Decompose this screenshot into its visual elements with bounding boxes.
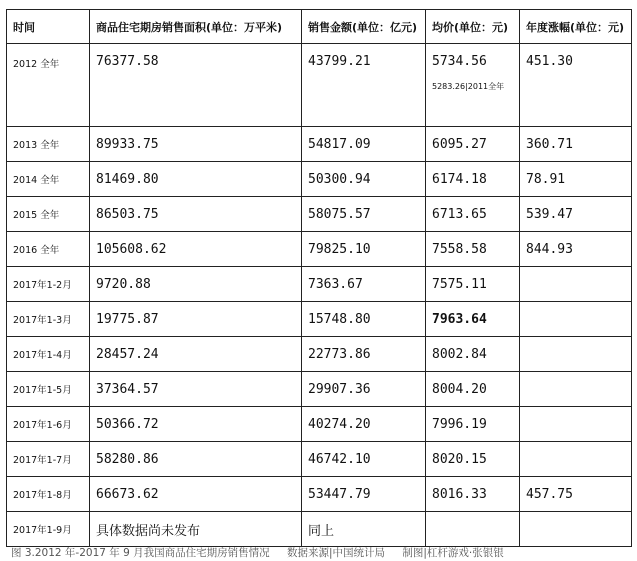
cell-amount-value: 54817.09 — [308, 136, 371, 152]
cell-price-value: 8016.33 — [432, 486, 487, 502]
cell-period-value: 2017年1-3月 — [13, 315, 72, 326]
cell-amount-value: 22773.86 — [308, 346, 371, 362]
caption-credit: 制图|杠杆游戏·张银银 — [402, 547, 504, 559]
cell-period-value: 2012 全年 — [13, 59, 60, 70]
cell-price — [426, 512, 520, 547]
cell-period — [7, 337, 90, 372]
cell-area-value: 66673.62 — [96, 486, 159, 502]
table-row — [7, 442, 632, 477]
cell-price — [426, 337, 520, 372]
cell-period-value: 2017年1-8月 — [13, 490, 72, 501]
cell-period-value: 2015 全年 — [13, 210, 60, 221]
cell-period-value: 2017年1-5月 — [13, 385, 72, 396]
cell-growth — [520, 442, 632, 477]
table-row — [7, 302, 632, 337]
table-row — [7, 407, 632, 442]
cell-growth-value: 451.30 — [526, 54, 573, 69]
cell-area-value: 81469.80 — [96, 171, 159, 187]
cell-amount — [302, 442, 426, 477]
cell-price — [426, 162, 520, 197]
cell-period — [7, 477, 90, 512]
cell-growth — [520, 44, 632, 127]
table-row — [7, 512, 632, 547]
cell-area — [90, 477, 302, 512]
cell-price — [426, 127, 520, 162]
cell-period — [7, 407, 90, 442]
cell-amount — [302, 372, 426, 407]
cell-area — [90, 44, 302, 127]
cell-growth — [520, 512, 632, 547]
cell-amount-value: 15748.80 — [308, 311, 371, 327]
cell-area-value: 19775.87 — [96, 311, 159, 327]
table-row — [7, 477, 632, 512]
cell-price-value: 7558.58 — [432, 241, 487, 257]
cell-amount-value: 29907.36 — [308, 381, 371, 397]
cell-growth — [520, 197, 632, 232]
cell-area — [90, 512, 302, 547]
cell-area — [90, 162, 302, 197]
cell-area — [90, 337, 302, 372]
cell-growth-value: 539.47 — [526, 206, 573, 222]
cell-area — [90, 267, 302, 302]
cell-growth-value: 78.91 — [526, 171, 566, 187]
cell-area — [90, 407, 302, 442]
cell-growth — [520, 407, 632, 442]
cell-growth — [520, 127, 632, 162]
cell-area-value: 28457.24 — [96, 346, 159, 362]
table-row — [7, 232, 632, 267]
cell-price-value: 6095.27 — [432, 136, 487, 152]
cell-growth-value: 844.93 — [526, 241, 573, 257]
cell-period-value: 2017年1-9月 — [13, 525, 72, 536]
cell-area-value: 105608.62 — [96, 241, 167, 257]
cell-area — [90, 442, 302, 477]
cell-amount — [302, 232, 426, 267]
cell-period-value: 2017年1-6月 — [13, 420, 72, 431]
cell-area-value: 58280.86 — [96, 451, 159, 467]
cell-price-value: 7575.11 — [432, 276, 487, 292]
cell-area-value: 76377.58 — [96, 54, 159, 69]
table-row — [7, 162, 632, 197]
cell-period — [7, 127, 90, 162]
cell-area-value: 具体数据尚未发布 — [96, 523, 201, 539]
cell-amount-value: 58075.57 — [308, 206, 371, 222]
cell-amount — [302, 407, 426, 442]
cell-period — [7, 442, 90, 477]
cell-area-value: 86503.75 — [96, 206, 159, 222]
cell-amount-value: 79825.10 — [308, 241, 371, 257]
cell-area-value: 89933.75 — [96, 136, 159, 152]
cell-growth-value: 457.75 — [526, 486, 573, 502]
header-growth: 年度涨幅(单位：元) — [520, 10, 632, 44]
cell-period — [7, 197, 90, 232]
cell-period-value: 2014 全年 — [13, 175, 60, 186]
cell-amount-value: 7363.67 — [308, 276, 363, 292]
cell-amount — [302, 512, 426, 547]
cell-growth — [520, 267, 632, 302]
cell-area-value: 50366.72 — [96, 416, 159, 432]
cell-growth — [520, 162, 632, 197]
table-row — [7, 267, 632, 302]
cell-price — [426, 44, 520, 127]
cell-price — [426, 407, 520, 442]
cell-price-value: 7963.64 — [432, 311, 487, 327]
cell-amount — [302, 44, 426, 127]
cell-area — [90, 197, 302, 232]
cell-amount-value: 40274.20 — [308, 416, 371, 432]
cell-period-value: 2016 全年 — [13, 245, 60, 256]
cell-amount — [302, 477, 426, 512]
cell-area — [90, 232, 302, 267]
cell-period-value: 2013 全年 — [13, 140, 60, 151]
table-row — [7, 337, 632, 372]
cell-price — [426, 442, 520, 477]
header-price: 均价(单位：元) — [426, 10, 520, 44]
cell-price-value: 7996.19 — [432, 416, 487, 432]
caption-source: 数据来源|中国统计局 — [286, 547, 386, 559]
cell-period — [7, 512, 90, 547]
cell-price — [426, 267, 520, 302]
cell-price-value: 5734.56 — [432, 54, 487, 69]
cell-price — [426, 302, 520, 337]
table-row — [7, 44, 632, 127]
table-header-row — [7, 10, 632, 44]
cell-price-value: 8020.15 — [432, 451, 487, 467]
cell-amount-value: 43799.21 — [308, 54, 371, 69]
cell-area — [90, 127, 302, 162]
cell-amount-value: 53447.79 — [308, 486, 371, 502]
cell-price-note: 5283.26|2011全年 — [432, 82, 505, 91]
cell-amount-value: 50300.94 — [308, 171, 371, 187]
cell-amount — [302, 162, 426, 197]
cell-period — [7, 372, 90, 407]
cell-amount-value: 同上 — [308, 523, 335, 539]
cell-period — [7, 302, 90, 337]
header-amount: 销售金额(单位：亿元) — [302, 10, 426, 44]
figure-caption — [11, 545, 518, 560]
cell-price-value: 6174.18 — [432, 171, 487, 187]
header-area: 商品住宅期房销售面积(单位：万平米) — [90, 10, 302, 44]
cell-period — [7, 267, 90, 302]
cell-price-value: 8004.20 — [432, 381, 487, 397]
cell-price — [426, 232, 520, 267]
table-row — [7, 197, 632, 232]
housing-sales-table — [6, 9, 632, 547]
cell-area — [90, 372, 302, 407]
cell-amount — [302, 197, 426, 232]
cell-price-value: 8002.84 — [432, 346, 487, 362]
cell-amount — [302, 127, 426, 162]
cell-amount — [302, 337, 426, 372]
cell-growth — [520, 372, 632, 407]
cell-area-value: 9720.88 — [96, 276, 151, 292]
cell-period — [7, 44, 90, 127]
cell-period-value: 2017年1-7月 — [13, 455, 72, 466]
table-row — [7, 372, 632, 407]
cell-amount — [302, 302, 426, 337]
cell-period-value: 2017年1-4月 — [13, 350, 72, 361]
cell-period — [7, 162, 90, 197]
cell-growth — [520, 302, 632, 337]
cell-price-value: 6713.65 — [432, 206, 487, 222]
cell-growth — [520, 232, 632, 267]
cell-price — [426, 477, 520, 512]
table-row — [7, 127, 632, 162]
header-period: 时间 — [7, 10, 90, 44]
cell-period-value: 2017年1-2月 — [13, 280, 72, 291]
caption-title: 图 3.2012 年-2017 年 9 月我国商品住宅期房销售情况 — [11, 547, 270, 559]
cell-area-value: 37364.57 — [96, 381, 159, 397]
cell-price — [426, 197, 520, 232]
cell-growth — [520, 337, 632, 372]
cell-growth-value: 360.71 — [526, 136, 573, 152]
cell-growth — [520, 477, 632, 512]
cell-amount — [302, 267, 426, 302]
cell-amount-value: 46742.10 — [308, 451, 371, 467]
cell-period — [7, 232, 90, 267]
cell-price — [426, 372, 520, 407]
cell-area — [90, 302, 302, 337]
